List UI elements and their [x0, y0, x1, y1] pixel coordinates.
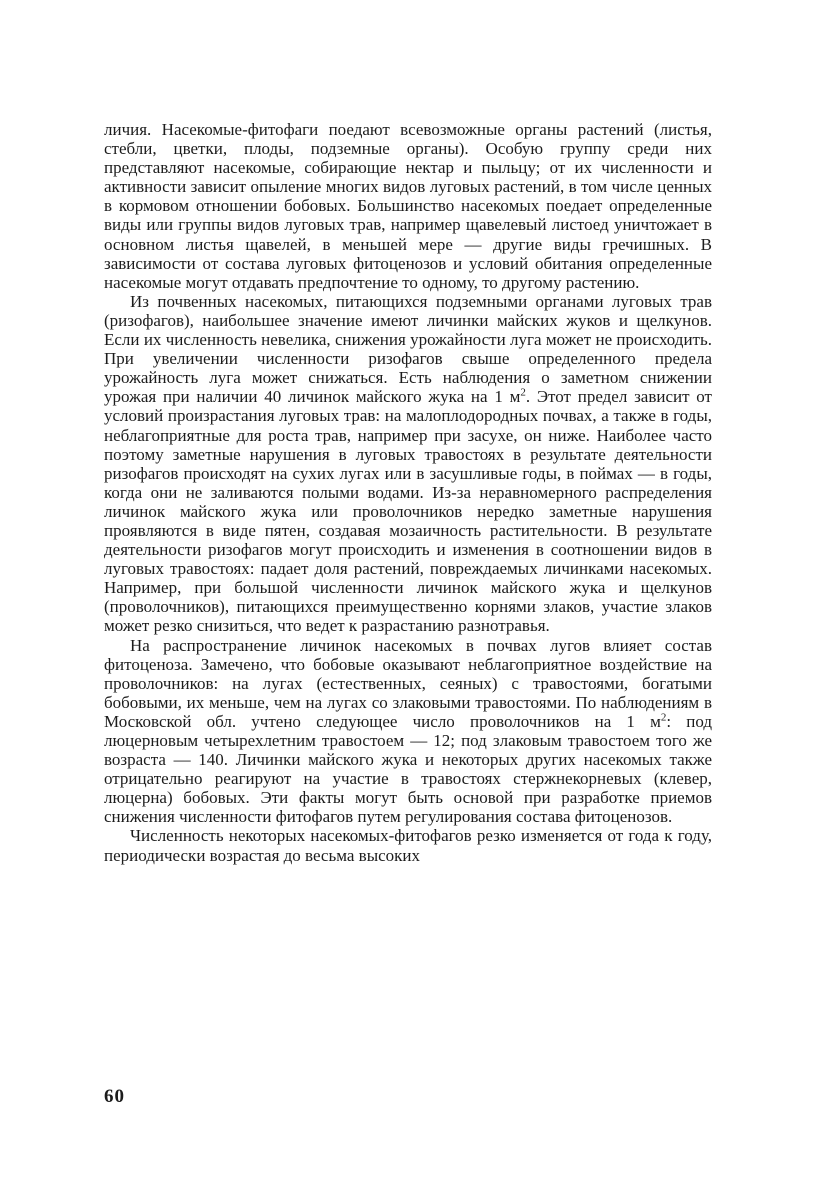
paragraph-3-text-a: На распространение личинок насекомых в почвах лугов влияет состав фитоценоза. Замечено, что бобовые оказывают неблагоприятное воздействие на проволочников: на лугах (естественных, сеяных) с травостоями, богатыми бобовыми, их меньше, чем на лугах со злаковыми травостоями. По наблюдениям в Московской обл. учтено следующее число проволочников на 1 м [104, 635, 712, 731]
page-text-block [104, 120, 712, 865]
paragraph-2 [104, 292, 712, 636]
superscript-square: 2 [660, 711, 667, 724]
paragraph-2-text-a: Из почвенных насекомых, питающихся подземными органами луговых трав (ризофагов), наибольшее значение имеют личинки майских жуков и щелкунов. Если их численность невелика, снижения урожайности луга может не происходить. При увеличении численности ризофагов свыше определенного предела урожайность луга может снижаться. Есть наблюдения о заметном снижении урожая при наличии 40 личинок майского жука на 1 м [104, 291, 712, 407]
superscript-square: 2 [520, 386, 526, 399]
paragraph-3-text-b: : под люцерновым четырехлетним травостоем — 12; под злаковым травостоем того же возраста — 140. Личинки майского жука и некоторых других насекомых также отрицательно реагируют на участие в травостоях стержнекорневых (клевер, люцерна) бобовых. Эти факты могут быть основой при разработке приемов снижения численности фитофагов путем регулирования состава фитоценозов. [104, 711, 713, 827]
paragraph-1 [104, 120, 712, 292]
paragraph-4 [104, 826, 712, 864]
paragraph-4-text: Численность некоторых насекомых-фитофагов резко изменяется от года к году, периодически возрастая до весьма высоких [104, 826, 712, 865]
paragraph-3 [104, 636, 712, 827]
page-number: 60 [104, 1086, 125, 1107]
paragraph-2-text-b: . Этот предел зависит от условий произрастания луговых трав: на малоплодородных почвах, а также в годы, неблагоприятные для роста трав, например при засухе, он ниже. Наиболее часто поэтому заметные нарушения в луговых травостоях в результате деятельности ризофагов происходят на сухих лугах или в засушливые годы, в поймах — в годы, когда они не заливаются полыми водами. Из-за неравномерного распределения личинок майского жука или проволочников нередко заметные нарушения проявляются в виде пятен, создавая мозаичность растительности. В результате деятельности ризофагов могут происходить и изменения в соотношении видов в луговых травостоях: падает доля растений, повреждаемых личинками насекомых. Например, при большой численности личинок майского жука и щелкунов (проволочников), питающихся преимущественно корнями злаков, участие злаков может резко снизиться, что ведет к разрастанию разнотравья. [104, 387, 712, 636]
paragraph-1-text: личия. Насекомые-фитофаги поедают всевозможные органы растений (листья, стебли, цветки, плоды, подземные органы). Особую группу среди них представляют насекомые, собирающие нектар и пыльцу; от их численности и активности зависит опыление многих видов луговых растений, в том числе ценных в кормовом отношении бобовых. Большинство насекомых поедает определенные виды или группы видов луговых трав, например щавелевый листоед уничтожает в основном листья щавелей, в меньшей мере — другие виды гречишных. В зависимости от состава луговых фитоценозов и условий обитания определенные насекомые могут отдавать предпочтение то одному, то другому растению. [104, 120, 712, 292]
